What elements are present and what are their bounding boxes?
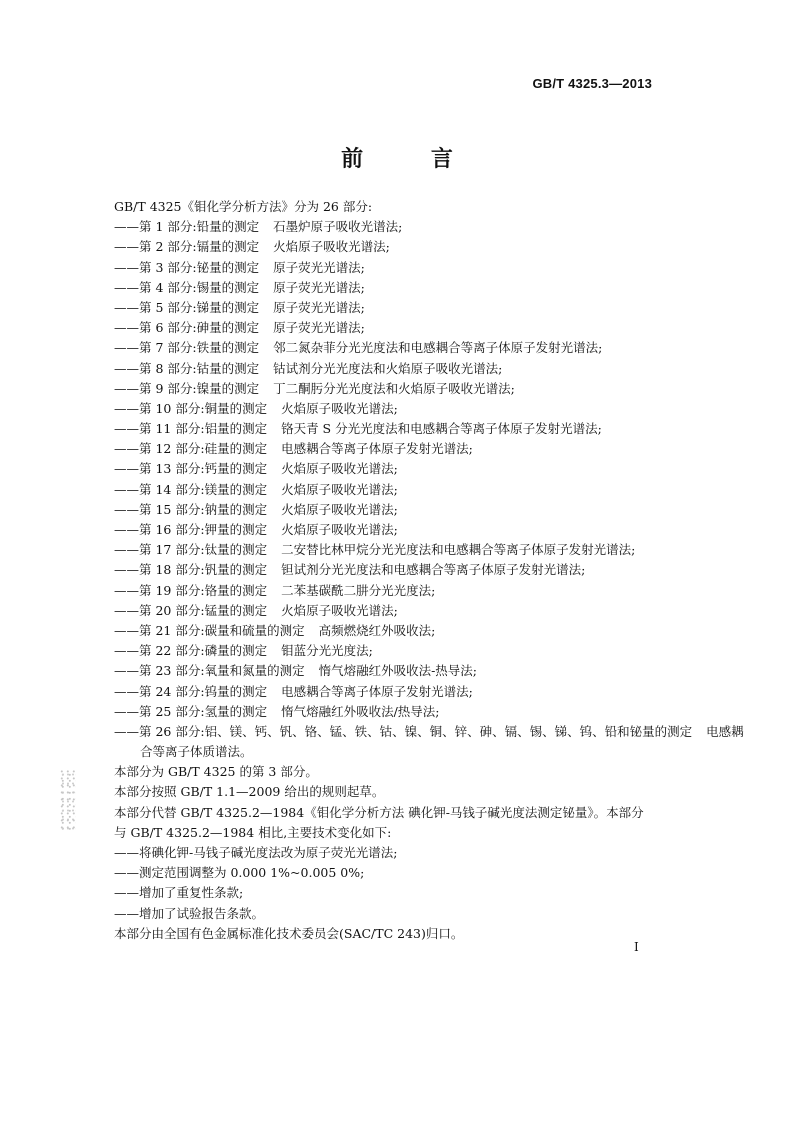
part-method: 钴试剂分光光度法和火焰原子吸收光谱法; — [273, 360, 503, 376]
replaces-line-1: 本部分代替 GB/T 4325.2—1984《钼化学分析方法 碘化钾-马钱子碱光度法测定铋量》。本部分 — [114, 804, 644, 820]
this-part-paragraph: 本部分为 GB/T 4325 的第 3 部分。 — [114, 764, 318, 780]
part-name: ——第 8 部分:钴量的测定 — [114, 360, 260, 376]
part-name: ——第 16 部分:钾量的测定 — [114, 522, 268, 537]
part-method: 铬天青 S 分光光度法和电感耦合等离子体原子发射光谱法; — [281, 421, 602, 437]
replaces-line-2: 与 GB/T 4325.2—1984 相比,主要技术变化如下: — [114, 824, 392, 840]
part-name: ——第 1 部分:铅量的测定 — [114, 219, 260, 235]
part-method: 原子荧光光谱法; — [273, 259, 365, 275]
part-item — [114, 661, 674, 681]
part-method: 火焰原子吸收光谱法; — [281, 400, 398, 416]
part-name: ——第 7 部分:铁量的测定 — [114, 340, 260, 356]
part-item — [114, 379, 674, 399]
part-26-continuation: 合等离子体质谱法。 — [140, 744, 253, 760]
part-method: 火焰原子吸收光谱法; — [281, 481, 398, 497]
part-item — [114, 338, 674, 358]
part-item — [114, 298, 674, 318]
part-name: ——第 14 部分:镁量的测定 — [114, 481, 268, 497]
part-method: 电感耦 — [706, 723, 744, 739]
part-name: ——第 19 部分:铬量的测定 — [114, 582, 268, 598]
part-method: 石墨炉原子吸收光谱法; — [273, 219, 403, 235]
change-item: ——将碘化钾-马钱子碱光度法改为原子荧光光谱法; — [114, 845, 398, 860]
part-method: 火焰原子吸收光谱法; — [281, 501, 398, 517]
part-item — [114, 439, 674, 459]
part-item — [114, 601, 674, 621]
part-item — [114, 500, 674, 520]
part-item — [114, 682, 674, 702]
part-method: 钽试剂分光光度法和电感耦合等离子体原子发射光谱法; — [281, 562, 586, 578]
part-name: ——第 20 部分:锰量的测定 — [114, 602, 268, 618]
change-item: ——测定范围调整为 0.000 1%~0.005 0%; — [114, 865, 365, 881]
part-name: ——第 9 部分:镍量的测定 — [114, 380, 260, 396]
part-name: ——第 5 部分:锑量的测定 — [114, 299, 260, 315]
part-name: ——第 12 部分:硅量的测定 — [114, 441, 268, 457]
part-name: ——第 15 部分:钠量的测定 — [114, 501, 268, 517]
part-item — [114, 621, 674, 641]
part-item — [114, 702, 674, 722]
part-method: 火焰原子吸收光谱法; — [281, 522, 398, 537]
drafted-paragraph: 本部分按照 GB/T 1.1—2009 给出的规则起草。 — [114, 784, 385, 800]
part-name: ——第 11 部分:铝量的测定 — [114, 421, 268, 437]
part-name: ——第 18 部分:钒量的测定 — [114, 562, 268, 578]
parts-list — [114, 217, 744, 742]
part-item — [114, 237, 674, 257]
document-body — [114, 197, 744, 944]
part-method: 惰气熔融红外吸收法-热导法; — [318, 663, 478, 679]
part-method: 电感耦合等离子体原子发射光谱法; — [281, 683, 473, 699]
part-method: 电感耦合等离子体原子发射光谱法; — [281, 441, 473, 457]
part-name: ——第 22 部分:磷量的测定 — [114, 643, 268, 659]
part-method: 高频燃烧红外吸收法; — [318, 622, 436, 638]
part-item — [114, 520, 674, 540]
part-name: ——第 17 部分:钛量的测定 — [114, 542, 268, 558]
part-item — [114, 318, 674, 338]
part-name: ——第 13 部分:钙量的测定 — [114, 461, 268, 477]
part-method: 火焰原子吸收光谱法; — [281, 461, 398, 477]
committee-paragraph: 本部分由全国有色金属标准化技术委员会(SAC/TC 243)归口。 — [114, 925, 464, 941]
page-title: 前 言 — [341, 146, 483, 172]
part-name: ——第 2 部分:镉量的测定 — [114, 239, 260, 255]
part-method: 二苯基碳酰二肼分光光度法; — [281, 582, 436, 598]
part-item — [114, 540, 674, 560]
part-method: 丁二酮肟分光光度法和火焰原子吸收光谱法; — [273, 380, 515, 396]
part-method: 火焰原子吸收光谱法; — [281, 602, 398, 618]
intro-line: GB/T 4325《钼化学分析方法》分为 26 部分: — [114, 199, 373, 214]
part-name: ——第 24 部分:钨量的测定 — [114, 683, 268, 699]
part-item — [114, 278, 674, 298]
page-number: I — [634, 940, 639, 954]
part-item — [114, 560, 674, 580]
part-item — [114, 480, 674, 500]
part-method: 惰气熔融红外吸收法/热导法; — [281, 703, 440, 719]
part-item — [114, 459, 674, 479]
part-name: ——第 4 部分:锡量的测定 — [114, 279, 260, 295]
part-method: 原子荧光光谱法; — [273, 279, 365, 295]
part-method: 火焰原子吸收光谱法; — [273, 239, 390, 255]
change-item: ——增加了重复性条款; — [114, 885, 244, 901]
part-name: ——第 10 部分:铜量的测定 — [114, 400, 268, 416]
part-method: 原子荧光光谱法; — [273, 320, 365, 336]
part-name: ——第 23 部分:氧量和氮量的测定 — [114, 663, 305, 679]
part-item — [114, 722, 744, 742]
part-item — [114, 641, 674, 661]
part-name: ——第 21 部分:碳量和硫量的测定 — [114, 622, 305, 638]
standard-code: GB/T 4325.3—2013 — [532, 76, 652, 91]
part-method: 邻二氮杂菲分光光度法和电感耦合等离子体原子发射光谱法; — [273, 340, 603, 356]
scan-speckle — [60, 770, 76, 830]
part-item — [114, 359, 674, 379]
part-item — [114, 581, 674, 601]
part-item — [114, 217, 674, 237]
part-method: 二安替比林甲烷分光光度法和电感耦合等离子体原子发射光谱法; — [281, 542, 636, 558]
part-name: ——第 3 部分:铋量的测定 — [114, 259, 260, 275]
part-method: 钼蓝分光光度法; — [281, 643, 373, 659]
part-item — [114, 419, 674, 439]
part-method: 原子荧光光谱法; — [273, 299, 365, 315]
part-item — [114, 399, 674, 419]
part-name: ——第 6 部分:砷量的测定 — [114, 320, 260, 336]
part-name: ——第 25 部分:氢量的测定 — [114, 703, 268, 719]
change-item: ——增加了试验报告条款。 — [114, 905, 265, 921]
part-item — [114, 258, 674, 278]
part-name: ——第 26 部分:铝、镁、钙、钒、铬、锰、铁、钴、镍、铜、锌、砷、镉、锡、锑、钨、铅和铋量的测定 — [114, 723, 693, 739]
